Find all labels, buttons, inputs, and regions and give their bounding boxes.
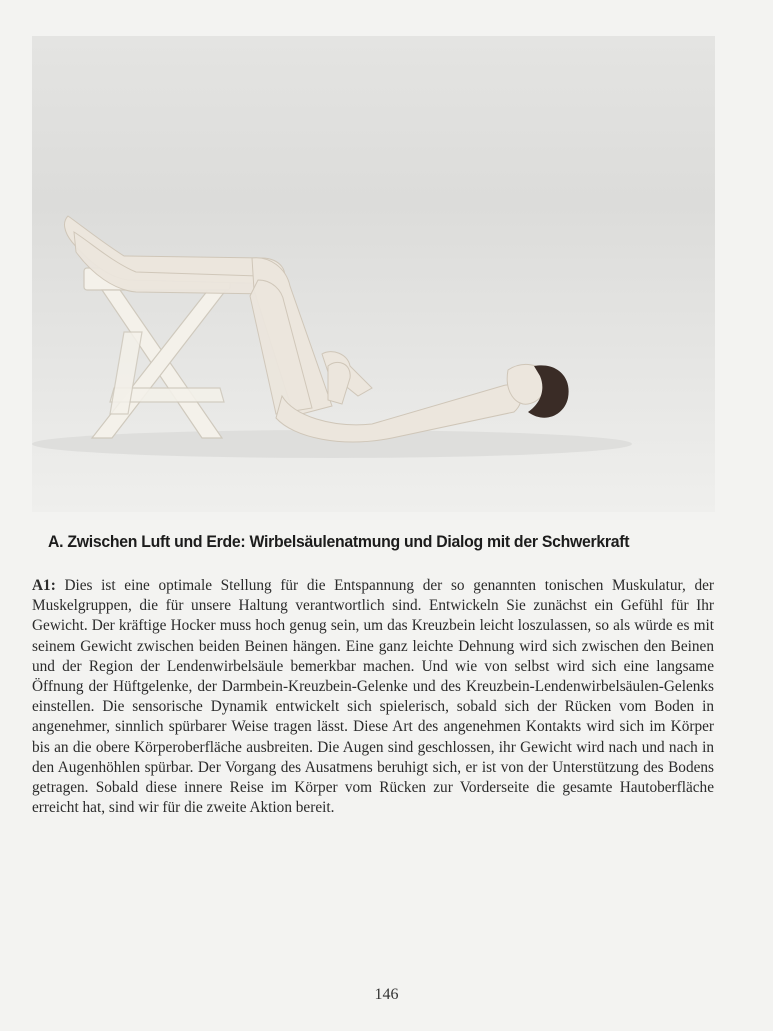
body-paragraph bbox=[32, 576, 714, 818]
paragraph-text: Dies ist eine optimale Stellung für die Entspannung der so genannten tonischen Muskulatur, der Muskelgruppen, die für unsere Haltung verantwortlich sind. Entwickeln Sie zunächst ein Gefühl für Ihr Gewicht. Der kräftige Hocker muss hoch genug sein, um das Kreuzbein leicht loszulassen, so als würde es mit seinem Gewicht zwischen beiden Beinen hängen. Eine ganz leichte Dehnung wird sich zwischen den Beinen und der Region der Lendenwirbelsäule bemerkbar machen. Und wie von selbst wird sich eine langsame Öffnung der Hüftgelenke, der Darmbein-Kreuzbein-Gelenke und des Kreuzbein-Lendenwirbelsäulen-Gelenks einstellen. Die sensorische Dynamik entwickelt sich spielerisch, sobald sich der Rücken vom Boden in angenehmer, sinnlich spürbarer Weise tragen lässt. Diese Art des angenehmen Kontakts wird sich im Körper bis an die obere Körperoberfläche ausbreiten. Die Augen sind geschlossen, ihr Gewicht wird nach und nach in den Augenhöhlen spürbar. Der Vorgang des Ausatmens beruhigt sich, er ist von der Unterstützung des Bodens getragen. Sobald diese innere Reise im Körper vom Rücken zur Vorderseite die gesamte Hautoberfläche erreicht hat, sind wir für die zweite Aktion bereit. bbox=[32, 577, 714, 817]
section-heading: A. Zwischen Luft und Erde: Wirbelsäulenatmung und Dialog mit der Schwerkraft bbox=[48, 532, 630, 551]
exercise-photo bbox=[32, 36, 715, 512]
page-number: 146 bbox=[374, 986, 399, 1003]
exercise-illustration bbox=[32, 36, 715, 512]
paragraph-lead: A1: bbox=[32, 577, 56, 594]
